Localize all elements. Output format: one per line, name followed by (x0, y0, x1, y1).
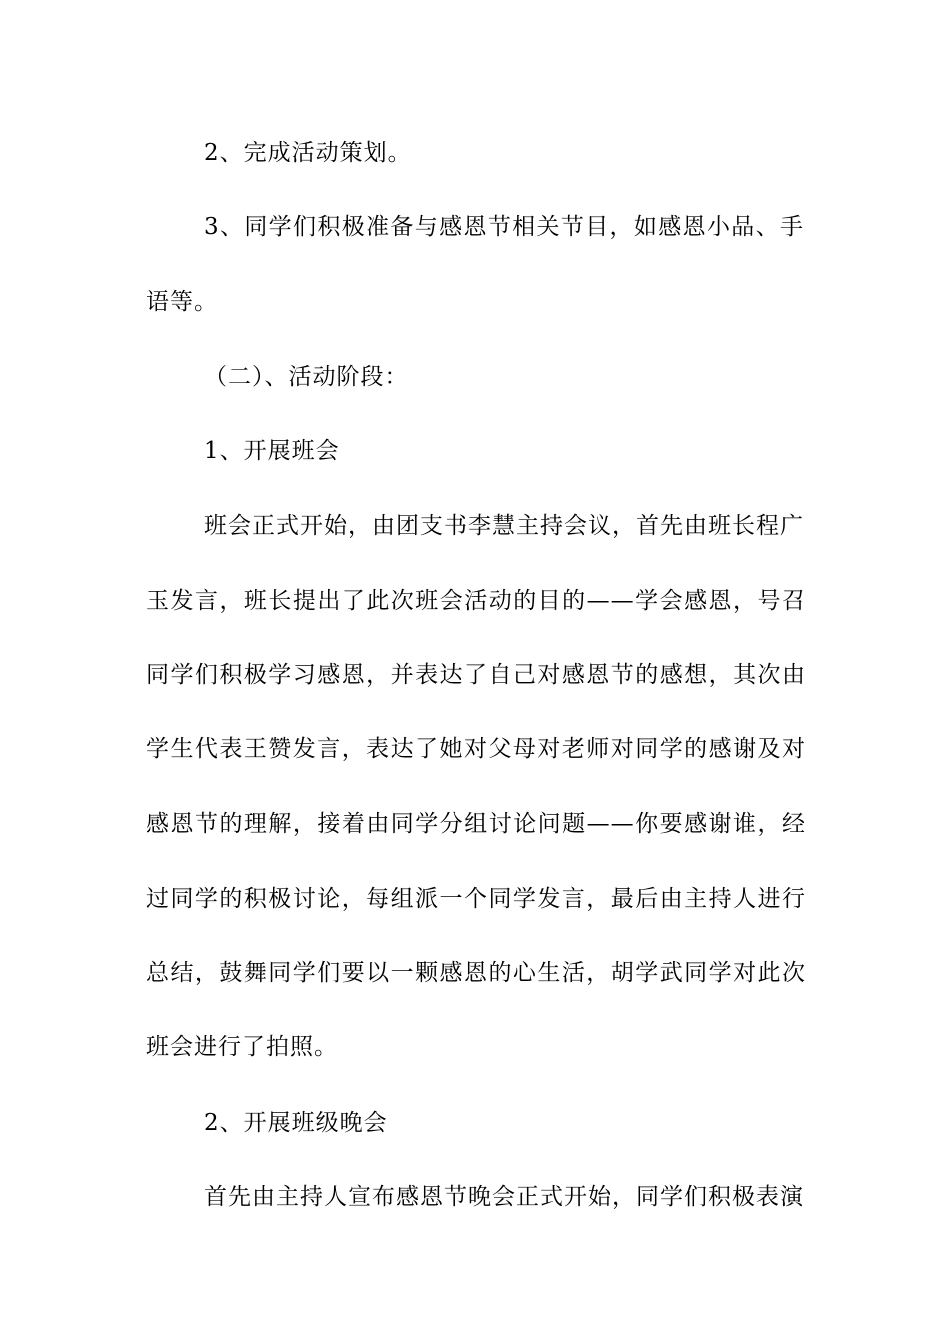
section-heading-activity-stage: （二）、活动阶段： (204, 364, 409, 390)
list-item-prepare-programs: 3、同学们积极准备与感恩节相关节目，如感恩小品、手 (204, 214, 804, 240)
paragraph-line: 班会正式开始，由团支书李慧主持会议，首先由班长程广 (204, 513, 804, 539)
paragraph-line: 学生代表王赞发言，表达了她对父母对老师对同学的感谢及对 (146, 736, 806, 762)
list-item-complete-plan: 2、完成活动策划。 (204, 140, 412, 166)
paragraph-line: 同学们积极学习感恩，并表达了自己对感恩节的感想，其次由 (146, 662, 806, 688)
paragraph-line: 总结，鼓舞同学们要以一颗感恩的心生活，胡学武同学对此次 (146, 960, 806, 986)
paragraph-line: 过同学的积极讨论，每组派一个同学发言，最后由主持人进行 (146, 886, 806, 912)
paragraph-line: 班会进行了拍照。 (146, 1034, 338, 1060)
paragraph-line: 感恩节的理解，接着由同学分组讨论问题——你要感谢谁，经 (146, 811, 806, 837)
paragraph-line: 首先由主持人宣布感恩节晚会正式开始，同学们积极表演 (204, 1184, 804, 1210)
paragraph-line: 玉发言，班长提出了此次班会活动的目的——学会感恩，号召 (146, 588, 806, 614)
subheading-class-meeting: 1、开展班会 (204, 438, 340, 464)
subheading-class-evening-party: 2、开展班级晚会 (204, 1110, 388, 1136)
list-item-prepare-programs-continued: 语等。 (146, 289, 218, 315)
